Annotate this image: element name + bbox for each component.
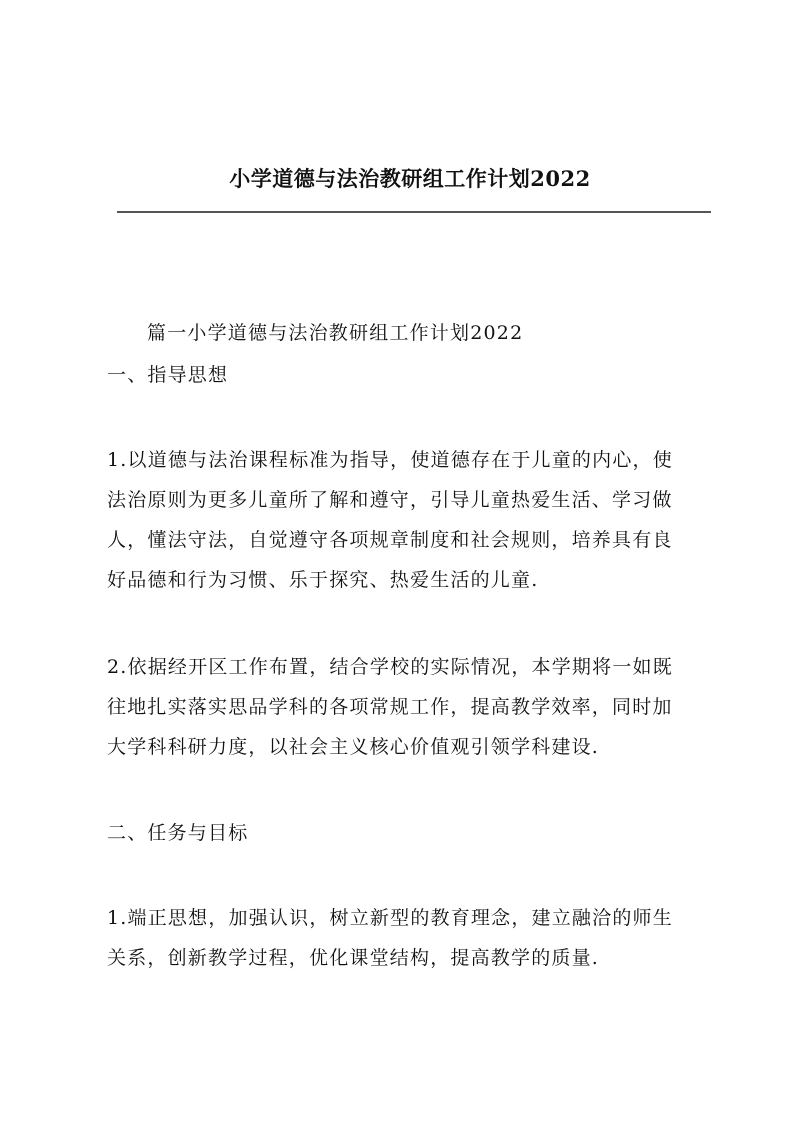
paragraph-line: 往地扎实落实思品学科的各项常规工作，提高教学效率，同时加 [107,696,673,718]
paragraph-line: 大学科科研力度，以社会主义核心价值观引领学科建设. [107,736,600,758]
paragraph-line: 好品德和行为习惯、乐于探究、热爱生活的儿童. [107,569,539,591]
document-subtitle: 篇一小学道德与法治教研组工作计划2022 [147,322,524,344]
paragraph-2 [107,647,707,767]
section-heading-guiding-thought: 一、指导思想 [107,364,229,386]
paragraph-line: 关系，创新教学过程，优化课堂结构，提高教学的质量. [107,947,600,969]
paragraph-line: 2.依据经开区工作布置，结合学校的实际情况，本学期将一如既 [107,656,673,678]
title-divider [117,211,711,213]
section-heading-tasks-goals: 二、任务与目标 [107,822,249,844]
paragraph-1 [107,440,707,600]
paragraph-3 [107,898,707,978]
paragraph-line: 1.端正思想，加强认识，树立新型的教育理念，建立融洽的师生 [107,907,673,929]
paragraph-line: 人，懂法守法，自觉遵守各项规章制度和社会规则，培养具有良 [107,529,673,551]
paragraph-line: 法治原则为更多儿童所了解和遵守，引导儿童热爱生活、学习做 [107,489,673,511]
paragraph-line: 1.以道德与法治课程标准为指导，使道德存在于儿童的内心，使 [107,449,673,471]
document-title: 小学道德与法治教研组工作计划2022 [229,166,591,191]
